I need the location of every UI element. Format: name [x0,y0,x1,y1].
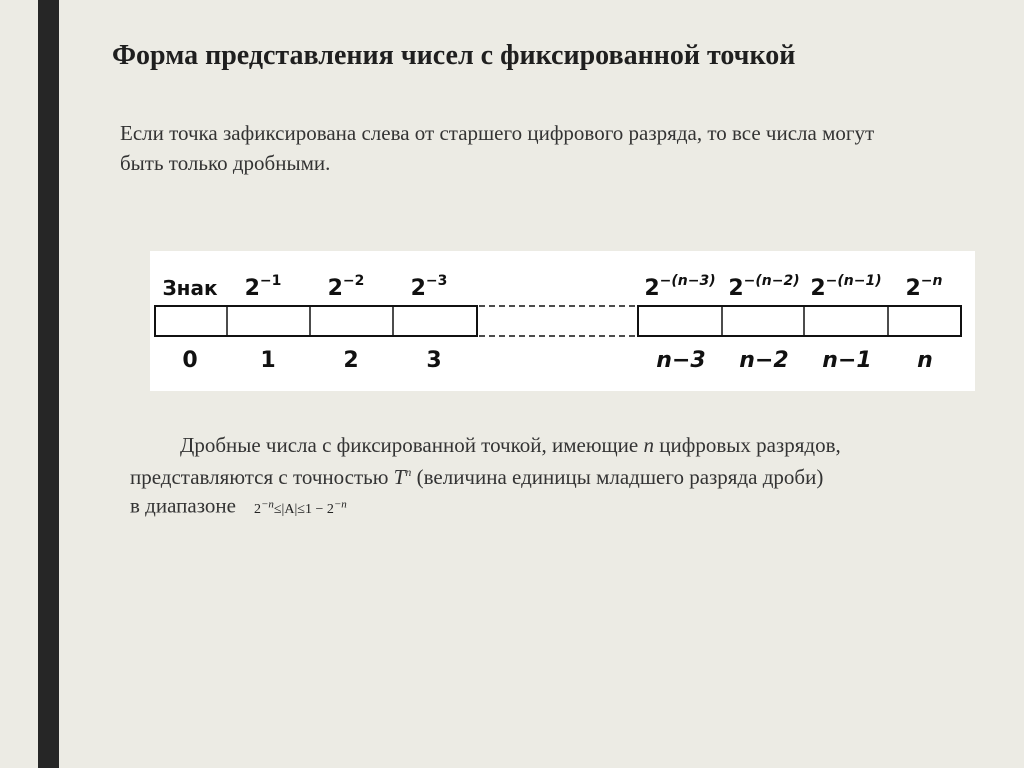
text-run: (величина единицы младшего разряда дроби) [411,465,824,489]
weight-label: $2^{-(n-1)}$ [810,273,882,301]
weight-label: $2^{-3}$ [410,273,448,301]
variable-t-superscript: n [405,465,412,479]
bit-index: n−2 [739,348,789,373]
bit-index: n [917,348,933,373]
intro-text: Если точка зафиксирована слева от старшего цифрового разряда, то все числа могут быть только дробными. [120,121,875,175]
weight-label-sign: Знак [162,276,218,300]
weight-label: $2^{-(n-3)}$ [644,273,716,301]
variable-n: n [643,433,654,457]
register-left-group [155,306,477,336]
text-run: в диапазоне [130,493,236,518]
weight-label: $2^{-1}$ [244,273,282,301]
bit-index: 1 [260,348,276,373]
left-accent-bar [38,0,59,768]
formula-exponent: −n [333,498,347,510]
paragraph-line-2 [130,459,996,491]
register-svg [150,251,975,391]
text-run: цифровых разрядов, [654,433,841,457]
weight-label: $2^{-(n-2)}$ [728,273,800,301]
paragraph-line-1 [130,432,996,459]
fixed-point-register-diagram [150,251,975,391]
slide-title: Форма представления чисел с фиксированной точкой [112,40,796,71]
variable-t: T [393,465,406,489]
bit-index: 2 [343,348,359,373]
text-run: Дробные числа с фиксированной точкой, имеющие [180,433,644,457]
bit-index: n−3 [656,348,706,373]
weight-label: $2^{-2}$ [327,273,365,301]
range-formula [253,498,347,517]
formula-exponent: −n [260,498,274,510]
range-paragraph [130,432,996,523]
register-right-group [638,306,961,336]
text-run: представляются с точностью [130,465,394,489]
paragraph-line-3 [130,491,996,523]
bit-index: 3 [426,348,442,373]
formula-base: 2 [253,501,261,517]
weight-label: $2^{-n}$ [905,273,943,301]
bit-index: 0 [182,348,198,373]
bit-index: n−1 [822,348,872,373]
formula-middle: ≤|A|≤1 − 2 [273,501,334,517]
